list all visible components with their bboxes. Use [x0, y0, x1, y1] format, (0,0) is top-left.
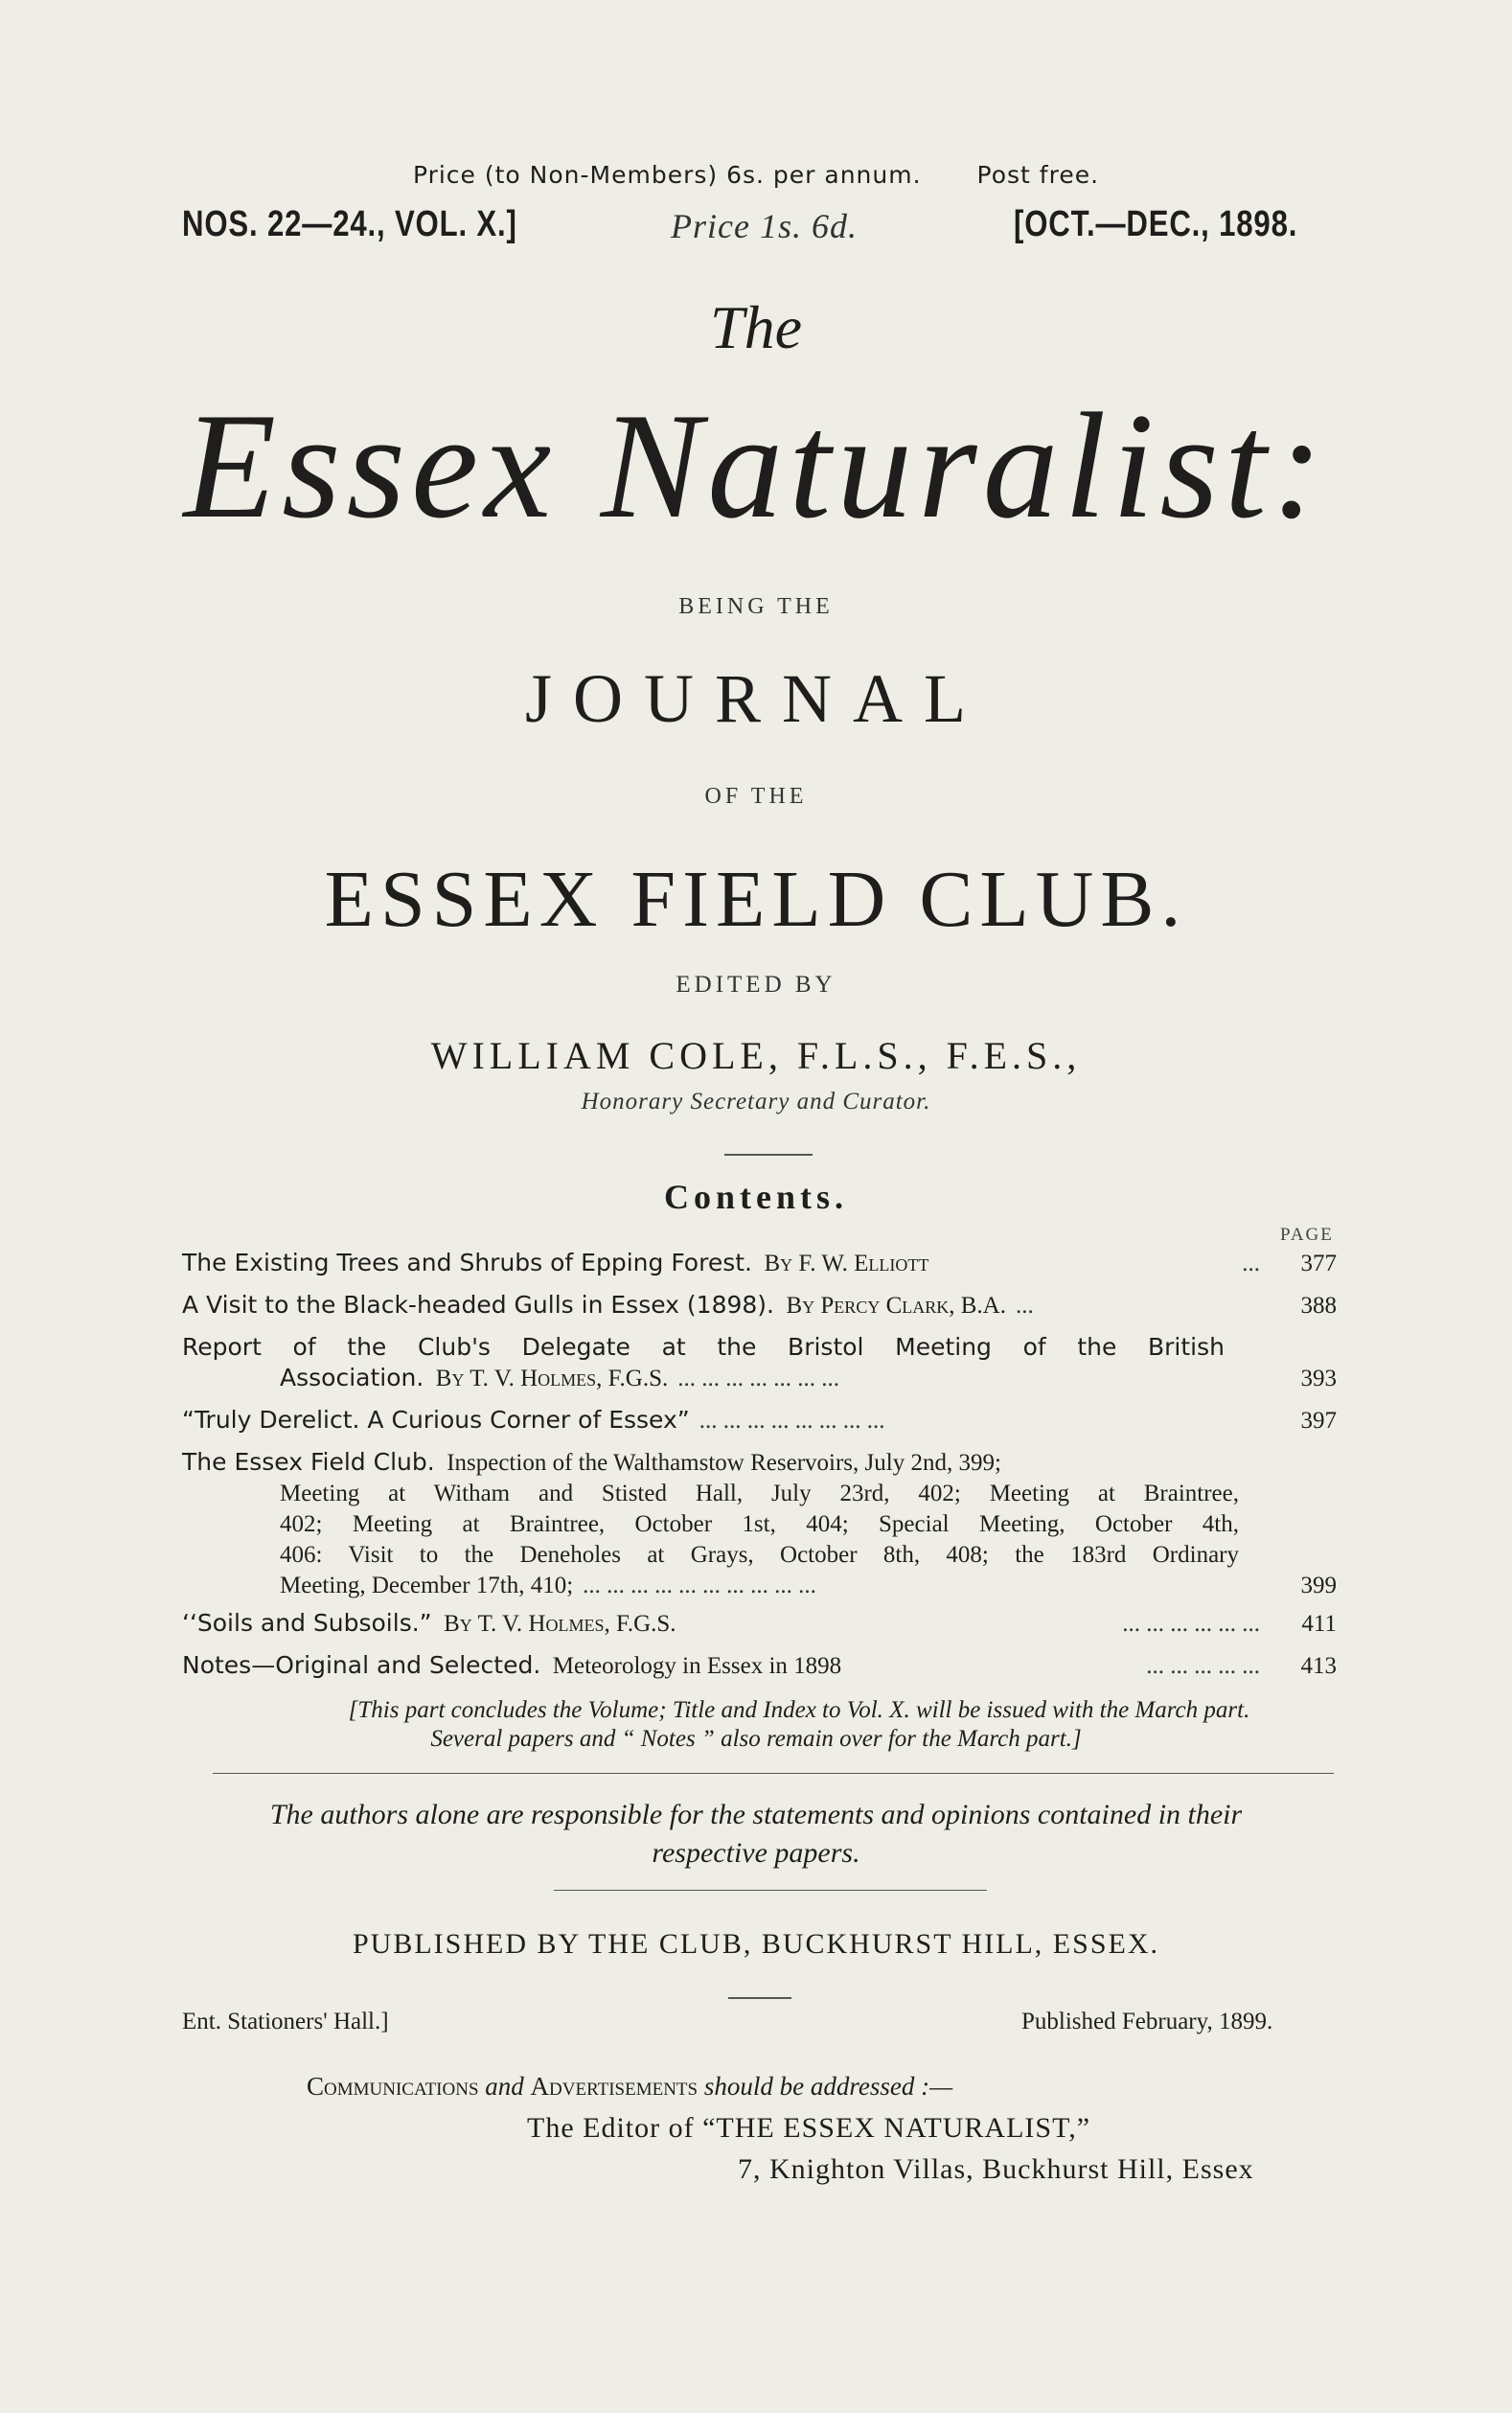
stationers-hall-note: Ent. Stationers' Hall.]: [182, 2009, 389, 2034]
toc-entry-title: Report of the Club's Delegate at the Bristol Meeting of the British: [182, 1333, 1225, 1361]
toc-entry-detail: Meteorology in Essex in 1898: [552, 1653, 842, 1679]
journal-heading: JOURNAL: [524, 660, 987, 737]
toc-entry-detail: 402; Meeting at Braintree, October 1st, 404; Special Meeting, October 4th,: [280, 1511, 1239, 1537]
editor-name: WILLIAM COLE, F.L.S., F.E.S.,: [430, 1034, 1082, 1077]
disclaimer-line: respective papers.: [652, 1837, 860, 1869]
post-free-note: Post free.: [976, 161, 1100, 189]
communications-note: [307, 2072, 952, 2102]
toc-entry-title: “Truly Derelict. A Curious Corner of Essex”: [182, 1406, 690, 1434]
contents-heading: Contents.: [663, 1178, 848, 1216]
toc-entry-leader: ... ... ... ... ...: [1146, 1653, 1260, 1679]
divider: [728, 1997, 791, 1999]
toc-entry: [182, 1447, 1337, 1601]
toc-entry-leader: ... ... ... ... ... ... ... ...: [699, 1408, 885, 1434]
toc-entry-page: 397: [1300, 1408, 1337, 1434]
club-name: ESSEX FIELD CLUB.: [324, 855, 1188, 944]
toc-entry: [182, 1650, 1337, 1682]
toc-entry-title: A Visit to the Black-headed Gulls in Essex (1898).: [182, 1291, 774, 1319]
toc-entry: [182, 1248, 1337, 1279]
toc-entry-detail: Inspection of the Walthamstow Reservoirs, July 2nd, 399;: [447, 1450, 1001, 1476]
toc-entry-leader: ... ... ... ... ... ... ...: [677, 1366, 839, 1391]
divider: [213, 1773, 1334, 1774]
edited-by-text: EDITED BY: [676, 972, 836, 998]
toc-entry-page: 413: [1300, 1653, 1337, 1679]
editor-role: Honorary Secretary and Curator.: [581, 1089, 931, 1115]
contents-note: [0, 1696, 1512, 1754]
toc-entry-author: By Percy Clark, B.A.: [786, 1293, 1006, 1319]
editor-address-line: The Editor of “THE ESSEX NATURALIST,”: [527, 2112, 1091, 2144]
toc-entry-detail: Meeting, December 17th, 410;: [280, 1573, 574, 1598]
toc-entry-title: The Essex Field Club.: [182, 1448, 435, 1476]
being-the-text: BEING THE: [678, 594, 834, 619]
toc-entry-leader: ... ... ... ... ... ...: [1122, 1611, 1260, 1637]
toc-entry-title: Notes—Original and Selected.: [182, 1651, 541, 1679]
toc-entry-page: 377: [1300, 1251, 1337, 1276]
toc-entry-leader: ...: [1015, 1293, 1034, 1319]
divider: [724, 1154, 813, 1156]
journal-title: Essex Naturalist:: [183, 382, 1329, 550]
contents-note-line: [This part concludes the Volume; Title and Index to Vol. X. will be issued with the March part.: [348, 1697, 1250, 1723]
divider: [554, 1890, 987, 1891]
toc-entry: [182, 1405, 1337, 1436]
toc-entry-title-cont: Association.: [280, 1364, 424, 1391]
toc-entry-page: 399: [1300, 1573, 1337, 1598]
addressed-text: should be addressed :—: [703, 2072, 953, 2101]
page-column-label: PAGE: [1280, 1225, 1334, 1245]
and-word: and: [485, 2072, 524, 2101]
publication-date: Published February, 1899.: [1021, 2009, 1273, 2034]
toc-entry-leader: ... ... ... ... ... ... ... ... ... ...: [583, 1573, 816, 1598]
toc-entry-page: 393: [1300, 1366, 1337, 1391]
toc-entry-detail: Meeting at Witham and Stisted Hall, July 23rd, 402; Meeting at Braintree,: [280, 1481, 1239, 1506]
disclaimer: [0, 1796, 1512, 1873]
toc-entry-page: 388: [1300, 1293, 1337, 1319]
toc-entry-leader: ...: [1242, 1251, 1260, 1276]
price-line: [0, 161, 1512, 189]
toc-entry-author: By F. W. Elliott: [764, 1251, 929, 1276]
toc-entry-author: By T. V. Holmes, F.G.S.: [435, 1366, 669, 1391]
contents-note-line: Several papers and “ Notes ” also remain over for the March part.]: [430, 1726, 1082, 1752]
title-article: The: [710, 293, 802, 361]
toc-entry-title: ‘‘Soils and Subsoils.”: [182, 1609, 432, 1637]
issue-date: [OCT.—DEC., 1898.: [1014, 204, 1298, 244]
advertisements-word: Advertisements: [530, 2072, 699, 2101]
toc-entry: [182, 1290, 1337, 1321]
issue-numbers: NOS. 22—24., VOL. X.]: [182, 204, 517, 244]
toc-entry: [182, 1608, 1337, 1640]
toc-entry-title: The Existing Trees and Shrubs of Epping Forest.: [182, 1249, 752, 1276]
disclaimer-line: The authors alone are responsible for the statements and opinions contained in their: [269, 1799, 1243, 1830]
editor-address-line: 7, Knighton Villas, Buckhurst Hill, Essex: [738, 2153, 1254, 2185]
toc-entry-author: By T. V. Holmes, F.G.S.: [444, 1611, 676, 1637]
publisher-line: PUBLISHED BY THE CLUB, BUCKHURST HILL, ESSEX.: [352, 1928, 1159, 1960]
of-the-text: OF THE: [704, 784, 808, 809]
toc-entry-detail: 406: Visit to the Deneholes at Grays, October 8th, 408; the 183rd Ordinary: [280, 1542, 1239, 1568]
subscription-price: Price (to Non-Members) 6s. per annum.: [412, 161, 922, 189]
communications-word: Communications: [307, 2072, 479, 2101]
issue-price: Price 1s. 6d.: [671, 207, 858, 245]
toc-entry-page: 411: [1301, 1611, 1337, 1637]
toc-entry: [182, 1332, 1337, 1394]
